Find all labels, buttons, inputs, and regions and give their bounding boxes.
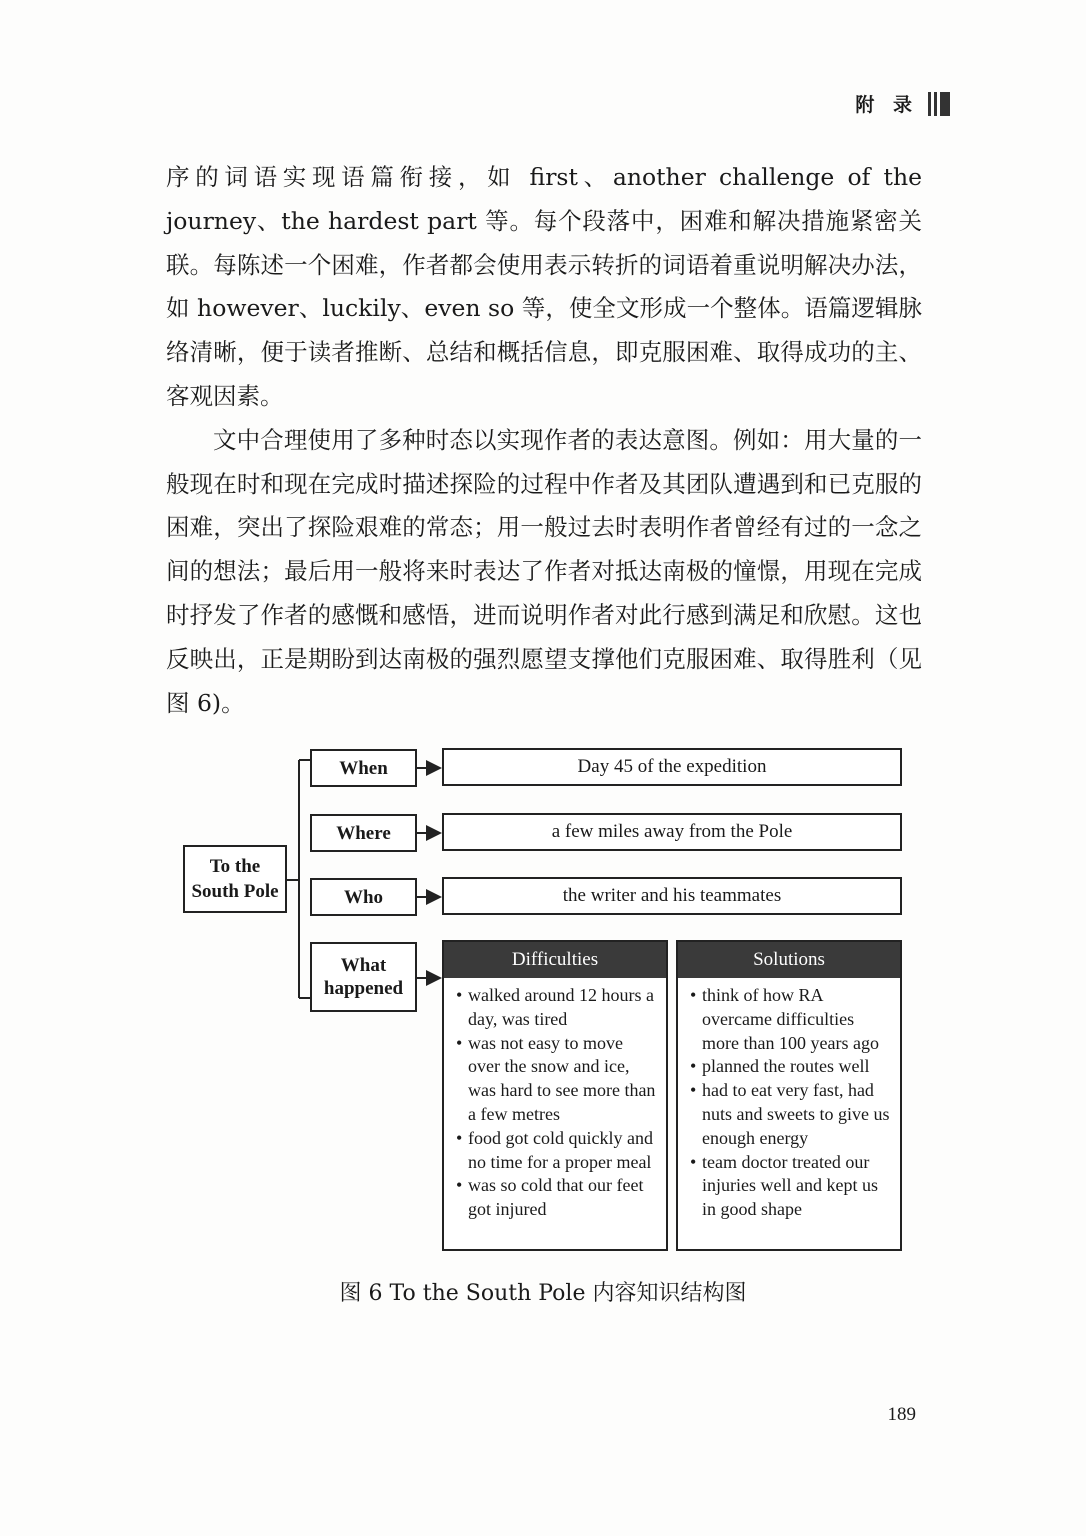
what-label-text: What happened	[323, 955, 404, 999]
figure-caption: 图 6 To the South Pole 内容知识结构图	[339, 1281, 747, 1306]
solutions-column	[676, 940, 902, 1251]
body-text	[166, 156, 922, 725]
row-where-value	[442, 813, 902, 851]
row-who-value	[442, 877, 902, 915]
difficulties-list	[444, 978, 666, 1222]
page-number: 189	[887, 1404, 916, 1425]
row-when-value	[442, 748, 902, 786]
header-bars	[928, 92, 950, 116]
paragraph-1: 序的词语实现语篇衔接，如 first、another challenge of the journey、the hardest part 等。每个段落中，困难和解决措施紧密关联。每陈述一个困难，作者都会使用表示转折的词语着重说明解决办法，如 however、luckily、even so 等，使全文形成一个整体。语篇逻辑脉络清晰，便于读者推断、总结和概括信息，即克服困难、取得成功的主、客观因素。	[166, 163, 922, 410]
solutions-header: Solutions	[678, 942, 900, 978]
row-where-label	[310, 814, 417, 852]
row-when-label	[310, 749, 417, 787]
list-item: • planned the routes well	[692, 1055, 892, 1079]
solutions-list	[678, 978, 900, 1222]
row-what-label	[310, 942, 417, 1012]
list-item: • was not easy to move over the snow and ice, was hard to see more than a few metres	[458, 1032, 658, 1127]
list-item: • walked around 12 hours a day, was tired	[458, 984, 658, 1032]
who-label-text: Who	[343, 886, 384, 908]
who-value-text: the writer and his teammates	[562, 885, 782, 906]
paragraph-2: 文中合理使用了多种时态以实现作者的表达意图。例如：用大量的一般现在时和现在完成时描述探险的过程中作者及其团队遭遇到和已克服的困难，突出了探险艰难的常态；用一般过去时表明作者曾经有过的一念之间的想法；最后用一般将来时表达了作者对抵达南极的憧憬，用现在完成时抒发了作者的感慨和感悟，进而说明作者对此行感到满足和欣慰。这也反映出，正是期盼到达南极的强烈愿望支撑他们克服困难、取得胜利（见图 6)。	[166, 425, 922, 717]
list-item: • had to eat very fast, had nuts and sweets to give us enough energy	[692, 1079, 892, 1150]
list-item: • team doctor treated our injuries well and kept us in good shape	[692, 1151, 892, 1222]
diagram-root	[183, 845, 287, 913]
where-value-text: a few miles away from the Pole	[551, 821, 793, 842]
difficulties-column	[442, 940, 668, 1251]
where-label-text: Where	[336, 822, 391, 844]
root-label: To the South Pole	[191, 856, 279, 902]
list-item: • think of how RA overcame difficulties more than 100 years ago	[692, 984, 892, 1055]
when-value-text: Day 45 of the expedition	[577, 756, 767, 777]
list-item: • was so cold that our feet got injured	[458, 1174, 658, 1222]
page-header	[855, 90, 950, 117]
header-title: 附 录	[855, 94, 918, 116]
when-label-text: When	[339, 757, 388, 779]
difficulties-header: Difficulties	[444, 942, 666, 978]
list-item: • food got cold quickly and no time for a proper meal	[458, 1127, 658, 1175]
row-who-label	[310, 878, 417, 916]
